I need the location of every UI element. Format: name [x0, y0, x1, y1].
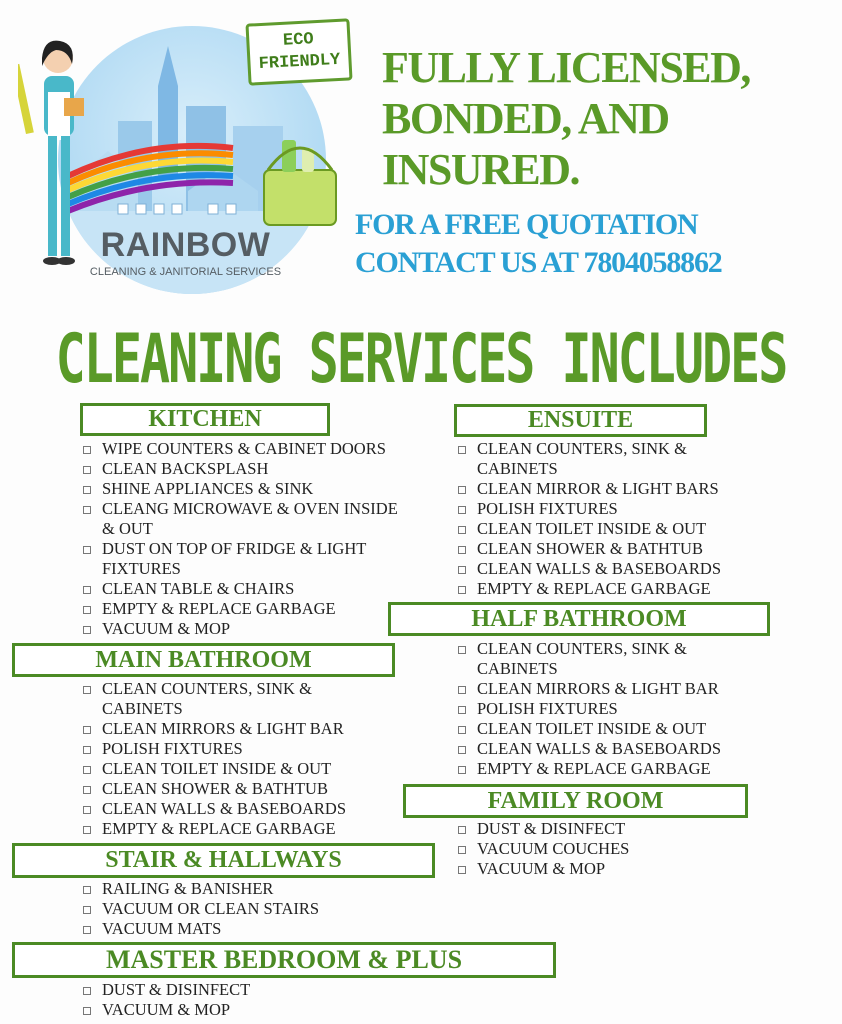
service-item: VACUUM & MOP	[80, 1000, 380, 1020]
cleaning-supplies-basket-icon	[254, 130, 344, 230]
service-item: EMPTY & REPLACE GARBAGE	[455, 579, 765, 599]
service-item: CLEAN WALLS & BASEBOARDS	[455, 559, 765, 579]
section-title-stair-hallways: STAIR & HALLWAYS	[12, 843, 435, 878]
service-item: CLEAN COUNTERS, SINK & CABINETS	[80, 679, 380, 719]
service-item: CLEANG MICROWAVE & OVEN INSIDE & OUT	[80, 499, 400, 539]
service-item: CLEAN SHOWER & BATHTUB	[455, 539, 765, 559]
ensuite-list	[455, 439, 765, 599]
service-item: VACUUM & MOP	[455, 859, 765, 879]
contact-line: FOR A FREE QUOTATION	[355, 208, 698, 241]
section-title-kitchen: KITCHEN	[80, 403, 330, 436]
kitchen-list	[80, 439, 400, 639]
service-item: CLEAN TABLE & CHAIRS	[80, 579, 400, 599]
stair-hallways-list	[80, 879, 380, 939]
service-item: POLISH FIXTURES	[455, 499, 765, 519]
service-item: RAILING & BANISHER	[80, 879, 380, 899]
eco-badge-line1: ECO	[282, 30, 315, 51]
master-bedroom-list	[80, 980, 380, 1020]
service-item: EMPTY & REPLACE GARBAGE	[455, 759, 765, 779]
contact-info	[355, 206, 835, 282]
service-item: CLEAN WALLS & BASEBOARDS	[80, 799, 380, 819]
company-logo	[18, 18, 353, 293]
logo-company-subtitle: CLEANING & JANITORIAL SERVICES	[89, 266, 282, 278]
headline-line: BONDED, AND	[382, 94, 669, 143]
logo-company-name: RAINBOW	[100, 226, 271, 264]
service-item: DUST ON TOP OF FRIDGE & LIGHT FIXTURES	[80, 539, 400, 579]
service-item: CLEAN MIRRORS & LIGHT BAR	[80, 719, 380, 739]
eco-badge-line2: FRIENDLY	[258, 50, 341, 75]
service-item: CLEAN COUNTERS, SINK & CABINETS	[455, 639, 765, 679]
service-item: VACUUM OR CLEAN STAIRS	[80, 899, 380, 919]
headline-line: FULLY LICENSED,	[382, 43, 750, 92]
headline-line: INSURED.	[382, 145, 580, 194]
service-item: VACUUM MATS	[80, 919, 380, 939]
service-item: DUST & DISINFECT	[80, 980, 380, 1000]
half-bathroom-list	[455, 639, 765, 779]
service-item: WIPE COUNTERS & CABINET DOORS	[80, 439, 400, 459]
service-item: CLEAN WALLS & BASEBOARDS	[455, 739, 765, 759]
service-item: CLEAN SHOWER & BATHTUB	[80, 779, 380, 799]
service-item: POLISH FIXTURES	[455, 699, 765, 719]
family-room-list	[455, 819, 765, 879]
service-item: EMPTY & REPLACE GARBAGE	[80, 819, 380, 839]
service-item: CLEAN MIRRORS & LIGHT BAR	[455, 679, 765, 699]
eco-friendly-badge	[245, 18, 352, 85]
services-title: CLEANING SERVICES INCLUDES	[55, 320, 787, 399]
service-item: CLEAN BACKSPLASH	[80, 459, 400, 479]
service-item: CLEAN TOILET INSIDE & OUT	[455, 719, 765, 739]
section-title-half-bathroom: HALF BATHROOM	[388, 602, 770, 636]
service-item: SHINE APPLIANCES & SINK	[80, 479, 400, 499]
service-item: DUST & DISINFECT	[455, 819, 765, 839]
licensing-headline	[382, 42, 832, 195]
service-item: VACUUM & MOP	[80, 619, 400, 639]
service-item: CLEAN COUNTERS, SINK & CABINETS	[455, 439, 765, 479]
service-item: VACUUM COUCHES	[455, 839, 765, 859]
service-item: CLEAN MIRROR & LIGHT BARS	[455, 479, 765, 499]
section-title-master-bedroom: MASTER BEDROOM & PLUS	[12, 942, 556, 978]
contact-phone-line: CONTACT US AT 7804058862	[355, 246, 722, 279]
service-item: EMPTY & REPLACE GARBAGE	[80, 599, 400, 619]
service-item: POLISH FIXTURES	[80, 739, 380, 759]
service-item: CLEAN TOILET INSIDE & OUT	[455, 519, 765, 539]
section-title-family-room: FAMILY ROOM	[403, 784, 748, 818]
section-title-main-bathroom: MAIN BATHROOM	[12, 643, 395, 677]
service-item: CLEAN TOILET INSIDE & OUT	[80, 759, 380, 779]
main-bathroom-list	[80, 679, 380, 839]
section-title-ensuite: ENSUITE	[454, 404, 707, 437]
